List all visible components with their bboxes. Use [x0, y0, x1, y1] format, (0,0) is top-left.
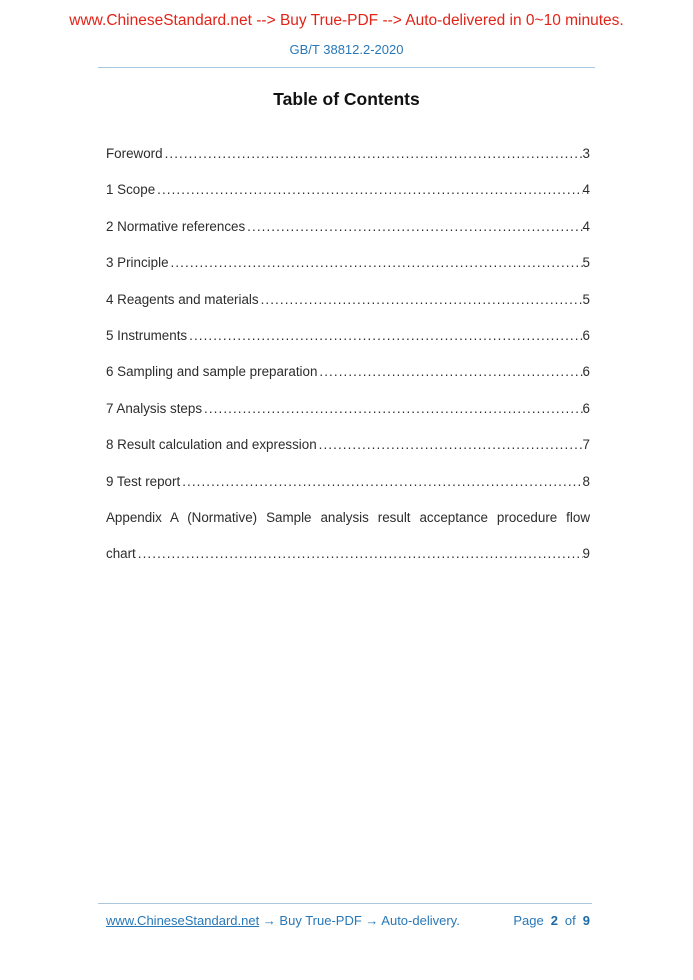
- page-indicator-label: Page: [513, 913, 544, 928]
- toc-entry-label: 1 Scope: [106, 182, 156, 198]
- toc-entry-label: 8 Result calculation and expression: [106, 437, 317, 453]
- toc-entry-page: 8: [582, 473, 590, 489]
- toc-entry-appendix-line1: Appendix A (Normative) Sample analysis result acceptance procedure flow: [106, 510, 590, 526]
- toc-entry-page: 4: [582, 182, 590, 198]
- toc-entry-analysis-steps: [106, 391, 590, 427]
- toc-entry-sampling-preparation: [106, 354, 590, 390]
- toc-entry-page: 3: [582, 146, 590, 161]
- table-of-contents: [106, 136, 590, 573]
- toc-entry-result-calculation: [106, 427, 590, 463]
- footer-link[interactable]: www.ChineseStandard.net: [106, 913, 260, 928]
- dot-leader: [261, 282, 583, 318]
- toc-entry-reagents-materials: [106, 282, 590, 318]
- dot-leader: [247, 209, 582, 245]
- dot-leader: [165, 136, 583, 172]
- toc-entry-label: 5 Instruments: [106, 328, 188, 344]
- header-rule: [98, 67, 595, 68]
- toc-entry-page: 5: [582, 255, 590, 271]
- toc-entry-appendix-line2: [106, 536, 590, 572]
- toc-entry-label: 4 Reagents and materials: [106, 291, 259, 307]
- footer-left: [106, 912, 460, 930]
- dot-leader: [319, 354, 582, 390]
- toc-entry-label: chart: [106, 546, 136, 562]
- dot-leader: [204, 391, 583, 427]
- toc-entry-page: 6: [582, 328, 590, 344]
- doc-code: GB/T 38812.2-2020: [289, 42, 404, 57]
- toc-entry-test-report: [106, 464, 590, 500]
- toc-entry-scope: [106, 172, 590, 208]
- page-title: Table of Contents: [273, 89, 420, 109]
- footer: [106, 912, 590, 930]
- dot-leader: [182, 464, 582, 500]
- toc-entry-page: 9: [582, 546, 590, 562]
- toc-entry-instruments: [106, 318, 590, 354]
- page-indicator: [513, 912, 590, 930]
- toc-entry-label: 2 Normative references: [106, 218, 246, 234]
- dot-leader: [189, 318, 582, 354]
- footer-rule: [98, 903, 592, 904]
- toc-entry-page: 7: [582, 437, 590, 453]
- dot-leader: [138, 536, 583, 572]
- dot-leader: [157, 172, 582, 208]
- toc-entry-normative-references: [106, 209, 590, 245]
- page-indicator-current: 2: [550, 913, 558, 928]
- page-indicator-total: 9: [582, 913, 590, 928]
- toc-entry-label: 7 Analysis steps: [106, 400, 203, 416]
- dot-leader: [319, 427, 583, 463]
- toc-entry-foreword: [106, 136, 590, 172]
- top-banner: www.ChineseStandard.net --> Buy True-PDF --> Auto-delivered in 0~10 minutes.: [69, 12, 624, 29]
- toc-entry-page: 5: [582, 291, 590, 307]
- toc-entry-label: Foreword: [106, 146, 163, 161]
- toc-entry-page: 6: [582, 400, 590, 416]
- toc-entry-page: 4: [582, 218, 590, 234]
- toc-entry-label: 6 Sampling and sample preparation: [106, 364, 318, 380]
- footer-tail-text: → Buy True-PDF → Auto-delivery.: [259, 913, 460, 928]
- page-indicator-of: of: [564, 913, 576, 928]
- dot-leader: [171, 245, 583, 281]
- toc-entry-principle: [106, 245, 590, 281]
- toc-entry-label: 9 Test report: [106, 473, 181, 489]
- toc-entry-page: 6: [582, 364, 590, 380]
- toc-entry-label: 3 Principle: [106, 255, 169, 271]
